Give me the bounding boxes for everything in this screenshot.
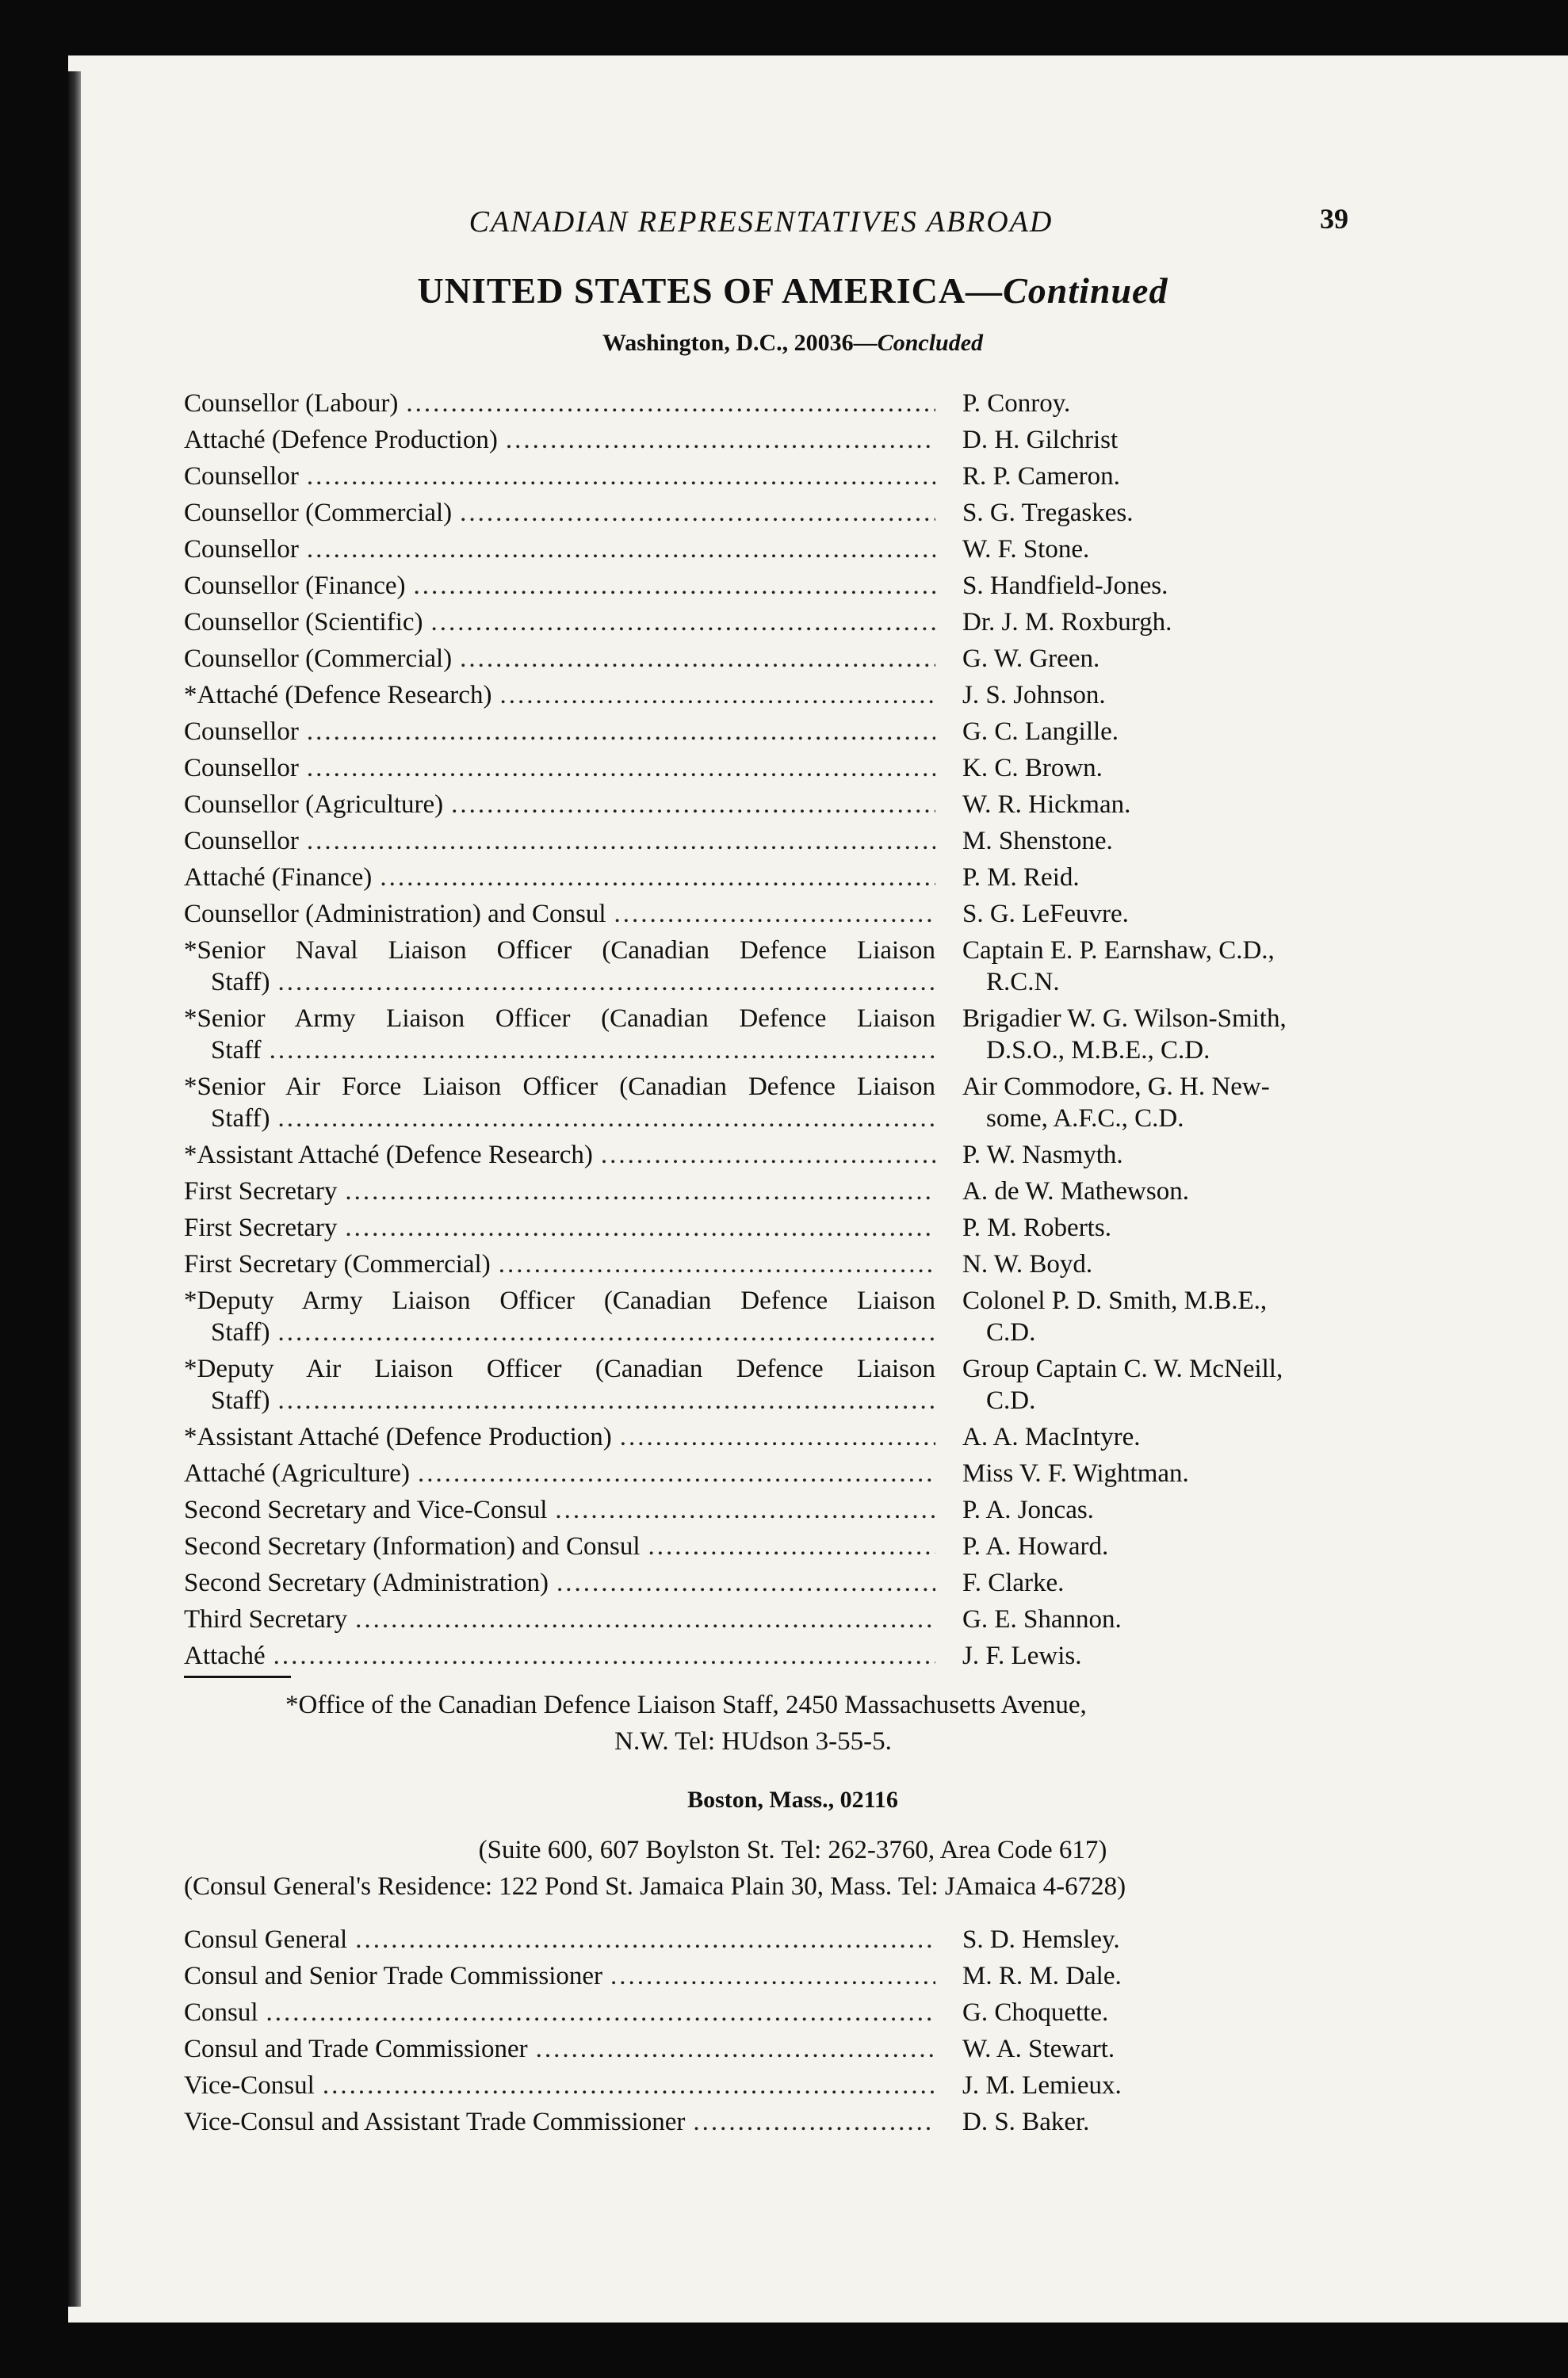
leader-dots [278,1314,935,1351]
staff-name: F. Clarke. [962,1569,1065,1597]
staff-name-cell [962,677,1390,713]
staff-title-cell [184,677,935,713]
washington-city: Washington, D.C., 20036— [602,330,878,356]
staff-name: S. Handfield-Jones. [962,572,1168,600]
leader-dots [610,1958,935,1994]
staff-title-cell [184,385,935,422]
staff-name-cell [962,640,1390,677]
footnote-line-1: *Office of the Canadian Defence Liaison Staff, 2450 Massachusetts Avenue, [285,1691,1087,1719]
leader-dots [648,1528,935,1565]
staff-name-cell [962,1528,1390,1565]
staff-title-continued [184,1382,935,1419]
staff-name: K. C. Brown. [962,754,1103,782]
staff-title-continued [184,964,935,1000]
staff-title-cell [184,531,935,568]
staff-title-cell [184,422,935,458]
staff-name: P. A. Joncas. [962,1496,1094,1524]
staff-row [184,1958,1389,1994]
leader-dots [345,1210,935,1246]
staff-title: Counsellor (Commercial) [184,499,453,527]
staff-title-line-2: Staff) [211,1104,270,1133]
staff-title: Second Secretary and Vice-Consul [184,1496,548,1524]
staff-row [184,1565,1389,1601]
staff-name-cell [962,1137,1390,1173]
staff-name-cell [962,713,1390,750]
staff-row [184,859,1389,896]
staff-name-cell [962,1565,1390,1601]
staff-name-cell [962,1958,1390,1994]
staff-title-cell [184,713,935,750]
leader-dots [345,1173,935,1210]
leader-dots [418,1455,935,1492]
staff-row [184,1455,1389,1492]
staff-name: P. A. Howard. [962,1532,1109,1561]
staff-name: P. M. Roberts. [962,1214,1111,1242]
staff-name-cell [962,458,1390,495]
staff-name-line-2: D.S.O., M.B.E., C.D. [986,1036,1210,1065]
staff-title: Counsellor [184,717,299,746]
boston-staff-list [184,1921,1389,2140]
staff-title: Counsellor (Scientific) [184,608,423,637]
staff-name: D. H. Gilchrist [962,426,1119,454]
staff-row [184,385,1389,422]
staff-title-cell [184,604,935,640]
staff-title-continued [184,1032,935,1069]
staff-title: First Secretary (Commercial) [184,1250,491,1279]
staff-name-cell [962,1492,1390,1528]
staff-name-cell [962,1283,1390,1351]
staff-name-cell [962,786,1390,823]
staff-name-cell [962,2067,1390,2104]
staff-name-cell [962,568,1390,604]
staff-row [184,1994,1389,2031]
continued-label: Continued [1003,270,1168,311]
leader-dots [601,1137,935,1173]
leader-dots [536,2031,935,2067]
staff-row [184,422,1389,458]
staff-title: First Secretary [184,1177,338,1206]
staff-title: Attaché (Defence Production) [184,426,498,454]
staff-row [184,640,1389,677]
boston-address: (Suite 600, 607 Boylston St. Tel: 262-3760, Area Code 617) [478,1836,1107,1864]
staff-title-cell [184,1921,935,1958]
staff-title: Counsellor [184,462,299,491]
footnote-rule [184,1676,291,1678]
staff-name: M. R. M. Dale. [962,1962,1122,1990]
staff-title: Counsellor (Agriculture) [184,790,444,819]
staff-title-cell [184,859,935,896]
staff-title: Counsellor (Commercial) [184,644,453,673]
staff-name-cell [962,604,1390,640]
staff-name-cell [962,495,1390,531]
staff-name: Group Captain C. W. McNeill, [962,1355,1283,1383]
staff-name: S. D. Hemsley. [962,1925,1120,1954]
book-spine-shadow [68,71,81,2307]
staff-title: Consul and Senior Trade Commissioner [184,1962,603,1990]
staff-title: *Deputy Air Liaison Officer (Canadian Defence Liaison [184,1355,935,1383]
staff-name-line-2: C.D. [986,1318,1036,1347]
staff-name: Colonel P. D. Smith, M.B.E., [962,1286,1268,1315]
staff-row [184,2067,1389,2104]
country-title [238,270,1348,312]
staff-name-cell [962,1455,1390,1492]
staff-row [184,823,1389,859]
boston-residence: (Consul General's Residence: 122 Pond St. Jamaica Plain 30, Mass. Tel: JAmaica 4-6728) [184,1872,1126,1901]
washington-staff-list [184,385,1389,1674]
staff-name-cell [962,1000,1390,1069]
staff-name: G. C. Langille. [962,717,1119,746]
footnote [285,1687,1316,1760]
staff-title: Attaché [184,1642,266,1670]
staff-name: J. S. Johnson. [962,681,1106,709]
staff-name: W. A. Stewart. [962,2035,1115,2063]
staff-title-line-2: Staff) [211,1386,270,1415]
staff-title: *Deputy Army Liaison Officer (Canadian Defence Liaison [184,1286,935,1315]
staff-title-continued [184,1314,935,1351]
page-number: 39 [1320,203,1348,235]
staff-name: D. S. Baker. [962,2108,1090,2136]
staff-name-cell [962,1069,1390,1137]
staff-title: Counsellor [184,535,299,564]
staff-name-line-2: some, A.F.C., C.D. [986,1104,1184,1133]
staff-title-cell [184,1638,935,1674]
staff-title-cell [184,2104,935,2140]
staff-name: Air Commodore, G. H. New- [962,1072,1270,1101]
staff-title-cell [184,1528,935,1565]
staff-name-cell [962,1994,1390,2031]
staff-name: P. Conroy. [962,389,1071,418]
staff-name: Brigadier W. G. Wilson-Smith, [962,1004,1287,1033]
boston-heading: Boston, Mass., 02116 [687,1787,898,1813]
washington-heading [396,330,1189,357]
staff-row [184,677,1389,713]
staff-title: *Attaché (Defence Research) [184,681,492,709]
staff-title: Counsellor [184,754,299,782]
staff-row [184,786,1389,823]
leader-dots [355,1921,935,1958]
staff-title-line-2: Staff) [211,968,270,996]
staff-title-cell [184,458,935,495]
staff-name-line-2: C.D. [986,1386,1036,1415]
leader-dots [614,896,935,932]
staff-title-line-2: Staff) [211,1318,270,1347]
staff-name: J. M. Lemieux. [962,2071,1122,2100]
staff-title-cell [184,786,935,823]
leader-dots [307,823,935,859]
staff-name: A. A. MacIntyre. [962,1423,1141,1451]
leader-dots [499,677,935,713]
staff-row [184,750,1389,786]
leader-dots [555,1492,935,1528]
leader-dots [506,422,935,458]
staff-title-cell [184,1210,935,1246]
staff-title: Vice-Consul and Assistant Trade Commissioner [184,2108,686,2136]
staff-title-cell [184,1492,935,1528]
staff-title-cell [184,640,935,677]
staff-name: P. M. Reid. [962,863,1080,892]
staff-name-cell [962,1601,1390,1638]
country-name: UNITED STATES OF AMERICA— [417,270,1004,311]
staff-name-line-2: R.C.N. [986,968,1060,996]
staff-row [184,1638,1389,1674]
staff-title-cell [184,2031,935,2067]
leader-dots [499,1246,935,1283]
staff-row [184,1283,1389,1351]
leader-dots [266,1994,935,2031]
staff-row [184,896,1389,932]
leader-dots [270,1032,935,1069]
staff-name: A. de W. Mathewson. [962,1177,1189,1206]
staff-row [184,1069,1389,1137]
leader-dots [278,1382,935,1419]
staff-row [184,713,1389,750]
staff-title-cell [184,2067,935,2104]
staff-title-cell [184,1246,935,1283]
staff-title: Consul [184,1998,258,2027]
staff-title-cell [184,1419,935,1455]
staff-name-cell [962,1173,1390,1210]
staff-name-cell [962,1210,1390,1246]
staff-title: *Senior Army Liaison Officer (Canadian Defence Liaison [184,1004,935,1033]
staff-name: W. F. Stone. [962,535,1090,564]
staff-row [184,2104,1389,2140]
staff-title-cell [184,1994,935,2031]
staff-row [184,1601,1389,1638]
staff-name-cell [962,823,1390,859]
leader-dots [431,604,935,640]
staff-row [184,1419,1389,1455]
staff-name: J. F. Lewis. [962,1642,1082,1670]
leader-dots [460,495,935,531]
staff-name: S. G. LeFeuvre. [962,900,1129,928]
leader-dots [355,1601,935,1638]
staff-row [184,495,1389,531]
leader-dots [278,964,935,1000]
staff-name-cell [962,2104,1390,2140]
leader-dots [278,1100,935,1137]
staff-name: G. W. Green. [962,644,1100,673]
staff-name: G. E. Shannon. [962,1605,1122,1634]
running-title: CANADIAN REPRESENTATIVES ABROAD [468,205,1054,239]
staff-title: Counsellor (Administration) and Consul [184,900,606,928]
staff-name: Captain E. P. Earnshaw, C.D., [962,936,1275,965]
staff-title-cell [184,1958,935,1994]
staff-title-cell [184,1137,935,1173]
staff-title-cell [184,823,935,859]
staff-title: Vice-Consul [184,2071,315,2100]
staff-title-cell [184,1455,935,1492]
leader-dots [323,2067,935,2104]
staff-title-cell [184,1565,935,1601]
staff-row [184,1210,1389,1246]
leader-dots [556,1565,935,1601]
staff-row [184,604,1389,640]
leader-dots [460,640,935,677]
staff-title: Counsellor (Finance) [184,572,406,600]
staff-row [184,2031,1389,2067]
staff-name: W. R. Hickman. [962,790,1131,819]
leader-dots [307,713,935,750]
staff-row [184,1528,1389,1565]
staff-name-cell [962,1419,1390,1455]
staff-name-cell [962,422,1390,458]
staff-title-cell [184,896,935,932]
staff-title: *Senior Air Force Liaison Officer (Canadian Defence Liaison [184,1072,935,1101]
staff-title: *Senior Naval Liaison Officer (Canadian Defence Liaison [184,936,935,965]
staff-row [184,1137,1389,1173]
staff-title: Second Secretary (Administration) [184,1569,549,1597]
staff-name-cell [962,896,1390,932]
leader-dots [620,1419,935,1455]
staff-row [184,1246,1389,1283]
staff-title: Second Secretary (Information) and Consul [184,1532,641,1561]
staff-title: Counsellor [184,827,299,855]
staff-name-cell [962,531,1390,568]
staff-name-cell [962,1246,1390,1283]
staff-row [184,1173,1389,1210]
concluded-label: Concluded [877,330,984,356]
footnote-line-2: N.W. Tel: HUdson 3-55-5. [614,1727,892,1756]
staff-name: S. G. Tregaskes. [962,499,1134,527]
staff-title-cell [184,750,935,786]
staff-name-cell [962,1921,1390,1958]
staff-name: P. W. Nasmyth. [962,1141,1123,1169]
staff-name: M. Shenstone. [962,827,1113,855]
staff-title: Third Secretary [184,1605,348,1634]
staff-title-cell [184,1173,935,1210]
staff-title-continued [184,1100,935,1137]
staff-name-cell [962,2031,1390,2067]
staff-name-cell [962,859,1390,896]
leader-dots [451,786,935,823]
staff-row [184,1921,1389,1958]
staff-title: *Assistant Attaché (Defence Research) [184,1141,593,1169]
staff-title: Counsellor (Labour) [184,389,399,418]
staff-name-cell [962,932,1390,1000]
staff-row [184,932,1389,1000]
staff-row [184,1351,1389,1419]
staff-name: Dr. J. M. Roxburgh. [962,608,1172,637]
staff-name-cell [962,1351,1390,1419]
staff-title-cell [184,495,935,531]
staff-name-cell [962,1638,1390,1674]
staff-title: Consul General [184,1925,348,1954]
leader-dots [406,385,935,422]
staff-title: Attaché (Finance) [184,863,373,892]
staff-row [184,458,1389,495]
staff-row [184,568,1389,604]
staff-name-cell [962,750,1390,786]
staff-row [184,1000,1389,1069]
staff-title-line-2: Staff [211,1036,262,1065]
staff-name: R. P. Cameron. [962,462,1120,491]
staff-title: *Assistant Attaché (Defence Production) [184,1423,612,1451]
leader-dots [307,458,935,495]
leader-dots [414,568,935,604]
staff-name: Miss V. F. Wightman. [962,1459,1189,1488]
staff-name: G. Choquette. [962,1998,1109,2027]
staff-row [184,531,1389,568]
leader-dots [693,2104,935,2140]
staff-title: Attaché (Agriculture) [184,1459,410,1488]
staff-title-cell [184,568,935,604]
staff-row [184,1492,1389,1528]
staff-title: Consul and Trade Commissioner [184,2035,528,2063]
staff-title: First Secretary [184,1214,338,1242]
staff-name: N. W. Boyd. [962,1250,1093,1279]
leader-dots [307,531,935,568]
staff-title-cell [184,1601,935,1638]
leader-dots [273,1638,935,1674]
staff-name-cell [962,385,1390,422]
leader-dots [307,750,935,786]
leader-dots [380,859,935,896]
